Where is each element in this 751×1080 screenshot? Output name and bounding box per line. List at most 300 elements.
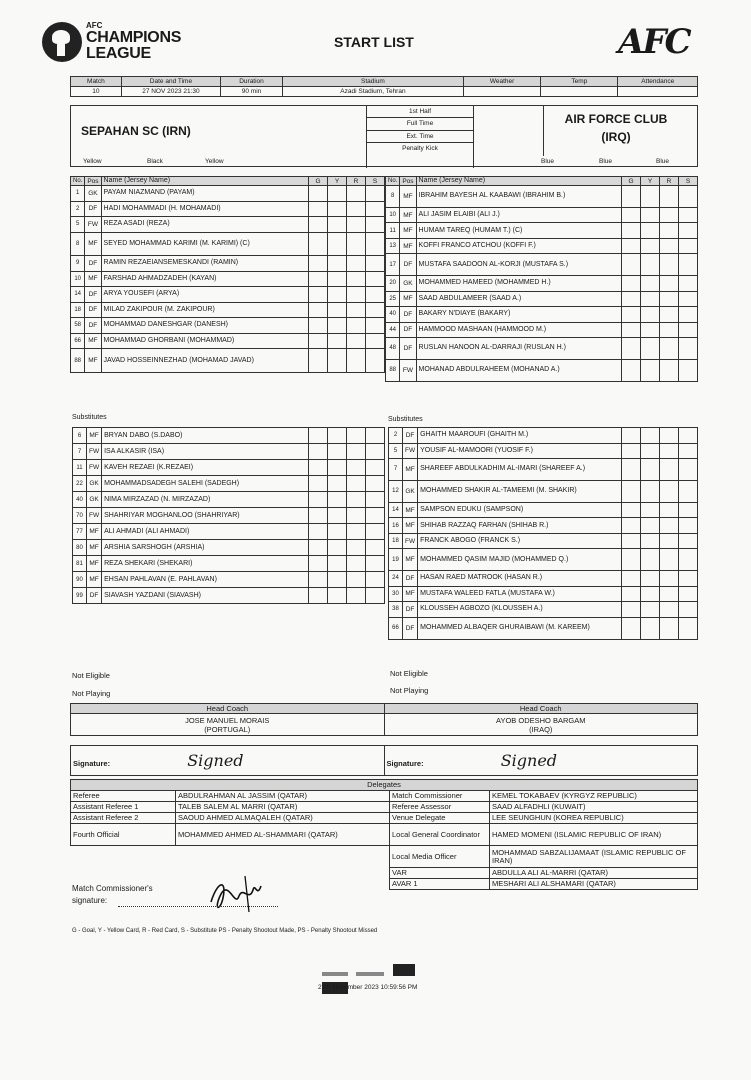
- stat-cell: [622, 276, 641, 292]
- stat-cell: [347, 201, 366, 217]
- player-position: DF: [403, 617, 418, 639]
- stat-cell: [679, 617, 698, 639]
- stat-cell: [347, 271, 366, 287]
- score-periods: [366, 106, 474, 168]
- player-number: 80: [73, 540, 87, 556]
- stat-cell: [622, 571, 641, 587]
- player-position: DF: [400, 254, 416, 276]
- stat-cell: [366, 428, 385, 444]
- player-number: 10: [386, 207, 400, 223]
- player-position: DF: [85, 256, 101, 272]
- stat-cell: [328, 217, 347, 233]
- stat-cell: [347, 318, 366, 334]
- delegate-role: Match Commissioner: [390, 791, 490, 802]
- delegate-name: SAOUD AHMED ALMAQALEH (QATAR): [176, 813, 390, 824]
- player-number: 25: [386, 291, 400, 307]
- roster-header-y: Y: [641, 177, 660, 186]
- player-name: FARSHAD AHMADZADEH (KAYAN): [101, 271, 308, 287]
- player-position: DF: [403, 571, 418, 587]
- stat-cell: [309, 524, 328, 540]
- player-name: HASAN RAED MATROOK (HASAN R.): [418, 571, 622, 587]
- player-position: MF: [85, 271, 101, 287]
- stat-cell: [641, 338, 660, 360]
- player-name: YOUSIF AL-MAMOORI (YUOSIF F.): [418, 443, 622, 459]
- stat-cell: [622, 223, 641, 239]
- player-name: SEYED MOHAMMAD KARIMI (M. KARIMI) (C): [101, 232, 308, 256]
- player-row: [386, 186, 698, 208]
- stat-cell: [366, 540, 385, 556]
- player-row: [73, 524, 385, 540]
- delegate-name: MESHARI ALI ALSHAMARI (QATAR): [490, 879, 698, 890]
- stat-cell: [366, 186, 385, 202]
- player-number: 5: [71, 217, 85, 233]
- player-position: MF: [403, 586, 418, 602]
- player-name: ALI AHMADI (ALI AHMADI): [102, 524, 309, 540]
- home-kit-2: Black: [147, 158, 163, 165]
- player-position: FW: [403, 443, 418, 459]
- stat-cell: [641, 518, 660, 534]
- delegate-role: Assistant Referee 2: [71, 813, 176, 824]
- player-number: 99: [73, 588, 87, 604]
- stat-cell: [366, 232, 385, 256]
- player-number: 30: [389, 586, 403, 602]
- player-name: MILAD ZAKIPOUR (M. ZAKIPOUR): [101, 302, 308, 318]
- player-row: [73, 476, 385, 492]
- player-row: [73, 492, 385, 508]
- stat-cell: [347, 428, 366, 444]
- logo-line-2: LEAGUE: [86, 45, 151, 62]
- stat-cell: [347, 524, 366, 540]
- stat-cell: [309, 444, 328, 460]
- stat-cell: [660, 518, 679, 534]
- home-subs-table: [72, 427, 385, 604]
- stat-cell: [679, 459, 698, 481]
- player-name: MOHAMMED ALBAQER GHURAIBAWI (M. KAREEM): [418, 617, 622, 639]
- stat-cell: [328, 271, 347, 287]
- player-position: GK: [87, 492, 102, 508]
- match-info-value: [463, 87, 540, 97]
- player-number: 88: [71, 349, 85, 373]
- stat-cell: [347, 492, 366, 508]
- stat-cell: [660, 359, 679, 381]
- player-position: MF: [400, 207, 416, 223]
- player-number: 2: [389, 428, 403, 444]
- sponsor-logos: [320, 958, 450, 980]
- player-number: 11: [386, 223, 400, 239]
- away-team-line2: (IRQ): [601, 130, 631, 144]
- away-signature-cell: [384, 746, 698, 776]
- stat-cell: [328, 460, 347, 476]
- stat-cell: [366, 201, 385, 217]
- period-label: 1st Half: [367, 106, 473, 118]
- player-position: DF: [400, 338, 416, 360]
- away-signature-label: Signature:: [386, 759, 424, 768]
- player-position: DF: [403, 602, 418, 618]
- player-number: 40: [73, 492, 87, 508]
- player-position: FW: [85, 217, 101, 233]
- player-name: HADI MOHAMMADI (H. MOHAMADI): [101, 201, 308, 217]
- player-number: 77: [73, 524, 87, 540]
- stat-cell: [622, 338, 641, 360]
- stat-cell: [641, 502, 660, 518]
- stat-cell: [366, 287, 385, 303]
- player-name: SHAREEF ABDULKADHIM AL-IMARI (SHAREEF A.): [418, 459, 622, 481]
- player-row: [389, 502, 698, 518]
- player-name: ISA ALKASIR (ISA): [102, 444, 309, 460]
- roster-header-r: R: [347, 177, 366, 186]
- player-position: GK: [85, 186, 101, 202]
- player-row: [73, 540, 385, 556]
- player-row: [389, 586, 698, 602]
- stat-cell: [347, 540, 366, 556]
- stat-cell: [366, 318, 385, 334]
- stat-cell: [622, 307, 641, 323]
- stat-cell: [309, 232, 328, 256]
- stat-cell: [622, 518, 641, 534]
- player-name: RUSLAN HANOON AL-DARRAJI (RUSLAN H.): [416, 338, 621, 360]
- stat-cell: [328, 444, 347, 460]
- stat-cell: [660, 480, 679, 502]
- delegates-table: [70, 779, 698, 890]
- roster-header-g: G: [622, 177, 641, 186]
- player-name: ARYA YOUSEFI (ARYA): [101, 287, 308, 303]
- stat-cell: [347, 508, 366, 524]
- player-name: HAMMOOD MASHAAN (HAMMOOD M.): [416, 322, 621, 338]
- player-position: DF: [85, 201, 101, 217]
- player-number: 17: [386, 254, 400, 276]
- player-position: FW: [87, 460, 102, 476]
- stat-cell: [679, 518, 698, 534]
- stat-cell: [679, 602, 698, 618]
- delegate-name: SAAD ALFADHLI (KUWAIT): [490, 802, 698, 813]
- delegate-row: [71, 791, 698, 802]
- away-signature: Signed: [500, 751, 558, 770]
- player-row: [71, 302, 385, 318]
- player-row: [386, 276, 698, 292]
- delegate-empty: [71, 846, 176, 868]
- sponsor-logo: [356, 972, 384, 976]
- player-name: REZA ASADI (REZA): [101, 217, 308, 233]
- player-name: KLOUSSEH AGBOZO (KLOUSSEH A.): [418, 602, 622, 618]
- stat-cell: [660, 549, 679, 571]
- player-name: ALI JASIM ELAIBI (ALI J.): [416, 207, 621, 223]
- player-row: [389, 617, 698, 639]
- sponsor-logo: [393, 964, 415, 976]
- stat-cell: [309, 428, 328, 444]
- player-position: MF: [85, 232, 101, 256]
- stat-cell: [679, 502, 698, 518]
- match-info-value: [618, 87, 698, 97]
- stat-cell: [347, 232, 366, 256]
- stat-cell: [641, 359, 660, 381]
- player-row: [386, 359, 698, 381]
- delegate-name: MOHAMMAD SABZALIJAMAAT (ISLAMIC REPUBLIC OF IRAN): [490, 846, 698, 868]
- stat-cell: [622, 254, 641, 276]
- stat-cell: [679, 533, 698, 549]
- away-subs-table: [388, 427, 698, 640]
- player-number: 40: [386, 307, 400, 323]
- home-starters-table: [70, 176, 385, 373]
- stat-cell: [641, 223, 660, 239]
- player-row: [73, 588, 385, 604]
- player-name: SHIHAB RAZZAQ FARHAN (SHIHAB R.): [418, 518, 622, 534]
- player-name: ARSHIA SARSHOGH (ARSHIA): [102, 540, 309, 556]
- page-title: START LIST: [334, 34, 414, 50]
- delegates-heading: Delegates: [71, 780, 698, 791]
- stat-cell: [622, 186, 641, 208]
- player-number: 19: [389, 549, 403, 571]
- player-row: [389, 459, 698, 481]
- match-info-value: [541, 87, 618, 97]
- player-position: DF: [87, 588, 102, 604]
- delegate-row: [71, 868, 698, 879]
- player-row: [389, 518, 698, 534]
- stat-cell: [366, 333, 385, 349]
- stat-cell: [679, 443, 698, 459]
- delegate-role: Referee Assessor: [390, 802, 490, 813]
- player-position: GK: [87, 476, 102, 492]
- player-name: MOHAMMAD DANESHGAR (DANESH): [101, 318, 308, 334]
- match-info-label: Date and Time: [121, 77, 220, 87]
- stat-cell: [309, 540, 328, 556]
- stat-cell: [679, 207, 698, 223]
- stat-cell: [328, 492, 347, 508]
- stat-cell: [309, 271, 328, 287]
- player-position: DF: [85, 302, 101, 318]
- stat-cell: [679, 480, 698, 502]
- player-name: JAVAD HOSSEINNEZHAD (MOHAMAD JAVAD): [101, 349, 308, 373]
- handwritten-signature: [205, 872, 265, 917]
- stat-cell: [366, 444, 385, 460]
- commissioner-sig-label-1: Match Commissioner's: [72, 884, 153, 893]
- stat-cell: [347, 256, 366, 272]
- stat-cell: [641, 549, 660, 571]
- stat-cell: [366, 508, 385, 524]
- player-position: FW: [403, 533, 418, 549]
- roster-header-no: No.: [71, 177, 85, 186]
- player-position: GK: [403, 480, 418, 502]
- player-row: [71, 217, 385, 233]
- player-number: 11: [73, 460, 87, 476]
- player-name: SAMPSON EDUKU (SAMPSON): [418, 502, 622, 518]
- score-box: [474, 106, 544, 156]
- match-info-value: Azadi Stadium, Tehran: [282, 87, 463, 97]
- away-not-playing: Not Playing: [390, 686, 429, 695]
- player-row: [71, 186, 385, 202]
- stat-cell: [309, 287, 328, 303]
- player-name: SHAHRIYAR MOGHANLOO (SHAHRIYAR): [102, 508, 309, 524]
- delegate-name: MOHAMMED AHMED AL-SHAMMARI (QATAR): [176, 824, 390, 846]
- stat-cell: [309, 318, 328, 334]
- delegate-name: LEE SEUNGHUN (KOREA REPUBLIC): [490, 813, 698, 824]
- stat-cell: [366, 256, 385, 272]
- home-kit-1: Yellow: [83, 158, 102, 165]
- delegate-role: Local Media Officer: [390, 846, 490, 868]
- player-name: MOHAMMADSADEGH SALEHI (SADEGH): [102, 476, 309, 492]
- period-label: Penalty Kick: [402, 145, 438, 153]
- stat-cell: [660, 223, 679, 239]
- stat-cell: [641, 571, 660, 587]
- player-number: 66: [71, 333, 85, 349]
- delegate-name: TALEB SALEM AL MARRI (QATAR): [176, 802, 390, 813]
- match-info-label: Attendance: [618, 77, 698, 87]
- stat-cell: [347, 476, 366, 492]
- player-number: 2: [71, 201, 85, 217]
- stat-cell: [641, 276, 660, 292]
- stat-cell: [347, 444, 366, 460]
- head-coach-table: [70, 703, 698, 736]
- stat-cell: [679, 307, 698, 323]
- away-starters-table: [385, 176, 698, 382]
- home-subs-heading: Substitutes: [72, 414, 107, 421]
- player-number: 6: [73, 428, 87, 444]
- roster-header-name: Name (Jersey Name): [101, 177, 308, 186]
- stat-cell: [366, 460, 385, 476]
- roster-header-s: S: [679, 177, 698, 186]
- stat-cell: [366, 302, 385, 318]
- roster-header-pos: Pos: [400, 177, 416, 186]
- stat-cell: [622, 549, 641, 571]
- stat-cell: [328, 256, 347, 272]
- player-position: MF: [403, 549, 418, 571]
- player-row: [389, 480, 698, 502]
- player-number: 14: [71, 287, 85, 303]
- delegate-role: Venue Delegate: [390, 813, 490, 824]
- player-name: HUMAM TAREQ (HUMAM T.) (C): [416, 223, 621, 239]
- player-row: [386, 322, 698, 338]
- player-row: [71, 318, 385, 334]
- stat-cell: [641, 533, 660, 549]
- stat-cell: [679, 549, 698, 571]
- player-row: [389, 533, 698, 549]
- player-row: [71, 271, 385, 287]
- delegate-row: [71, 824, 698, 846]
- stat-cell: [366, 492, 385, 508]
- player-position: MF: [403, 502, 418, 518]
- player-row: [386, 207, 698, 223]
- stat-cell: [641, 602, 660, 618]
- player-name: GHAITH MAAROUFI (GHAITH M.): [418, 428, 622, 444]
- stat-cell: [679, 322, 698, 338]
- stat-cell: [679, 571, 698, 587]
- away-coach-country: (IRAQ): [529, 724, 553, 734]
- player-row: [389, 443, 698, 459]
- player-name: FRANCK ABOGO (FRANCK S.): [418, 533, 622, 549]
- stat-cell: [660, 428, 679, 444]
- logo-afc-small: AFC: [86, 21, 103, 30]
- champions-league-logo: [42, 22, 181, 62]
- home-not-playing: Not Playing: [72, 689, 111, 698]
- player-name: REZA SHEKARI (SHEKARI): [102, 556, 309, 572]
- player-row: [71, 232, 385, 256]
- delegate-empty: [71, 868, 176, 879]
- stat-cell: [622, 207, 641, 223]
- stat-cell: [366, 524, 385, 540]
- stat-cell: [660, 586, 679, 602]
- home-head-coach: [71, 714, 385, 736]
- stat-cell: [309, 201, 328, 217]
- commissioner-sig-label-2: signature:: [72, 896, 108, 905]
- stat-cell: [328, 524, 347, 540]
- stat-cell: [660, 322, 679, 338]
- delegate-role: VAR: [390, 868, 490, 879]
- stat-cell: [347, 556, 366, 572]
- player-number: 18: [71, 302, 85, 318]
- player-name: MUSTAFA WALEED FATLA (MUSTAFA W.): [418, 586, 622, 602]
- stat-cell: [309, 492, 328, 508]
- stat-cell: [309, 186, 328, 202]
- stat-cell: [679, 186, 698, 208]
- stat-cell: [622, 359, 641, 381]
- stat-cell: [660, 254, 679, 276]
- player-position: MF: [85, 349, 101, 373]
- stat-cell: [622, 533, 641, 549]
- stat-cell: [309, 256, 328, 272]
- stat-cell: [347, 186, 366, 202]
- stat-cell: [328, 428, 347, 444]
- stat-cell: [641, 254, 660, 276]
- home-signature: Signed: [187, 751, 244, 770]
- player-position: FW: [400, 359, 416, 381]
- teams-box: [70, 105, 698, 167]
- stat-cell: [679, 428, 698, 444]
- stat-cell: [347, 588, 366, 604]
- stat-cell: [328, 572, 347, 588]
- player-row: [73, 572, 385, 588]
- stat-cell: [660, 291, 679, 307]
- stat-cell: [622, 428, 641, 444]
- stat-cell: [660, 571, 679, 587]
- player-row: [386, 238, 698, 254]
- player-row: [71, 201, 385, 217]
- player-number: 8: [71, 232, 85, 256]
- delegate-empty: [176, 846, 390, 868]
- player-name: SAAD ABDULAMEER (SAAD A.): [416, 291, 621, 307]
- delegate-row: [71, 879, 698, 890]
- stat-cell: [328, 333, 347, 349]
- player-number: 5: [389, 443, 403, 459]
- stat-cell: [641, 238, 660, 254]
- player-position: MF: [87, 428, 102, 444]
- player-number: 7: [73, 444, 87, 460]
- stat-cell: [622, 291, 641, 307]
- stat-cell: [347, 302, 366, 318]
- away-coach-name: AYOB ODESHO BARGAM: [496, 715, 586, 725]
- roster-header-no: No.: [386, 177, 400, 186]
- delegate-role: Referee: [71, 791, 176, 802]
- stat-cell: [366, 588, 385, 604]
- player-name: BAKARY N'DIAYE (BAKARY): [416, 307, 621, 323]
- away-kit-3: Blue: [656, 158, 670, 165]
- player-position: MF: [87, 556, 102, 572]
- player-row: [71, 256, 385, 272]
- stat-cell: [328, 349, 347, 373]
- player-row: [389, 571, 698, 587]
- delegate-row: [71, 846, 698, 868]
- match-info-table: [70, 76, 698, 97]
- roster-header-pos: Pos: [85, 177, 101, 186]
- player-number: 9: [71, 256, 85, 272]
- player-name: KOFFI FRANCO ATCHOU (KOFFI F.): [416, 238, 621, 254]
- period-label: Ext. Time: [367, 131, 473, 143]
- roster-header-y: Y: [328, 177, 347, 186]
- player-row: [71, 349, 385, 373]
- player-row: [73, 460, 385, 476]
- player-name: MOHAMMAD GHORBANI (MOHAMMAD): [101, 333, 308, 349]
- home-coach-name: JOSE MANUEL MORAIS: [185, 715, 270, 725]
- stat-cell: [622, 322, 641, 338]
- stat-cell: [328, 186, 347, 202]
